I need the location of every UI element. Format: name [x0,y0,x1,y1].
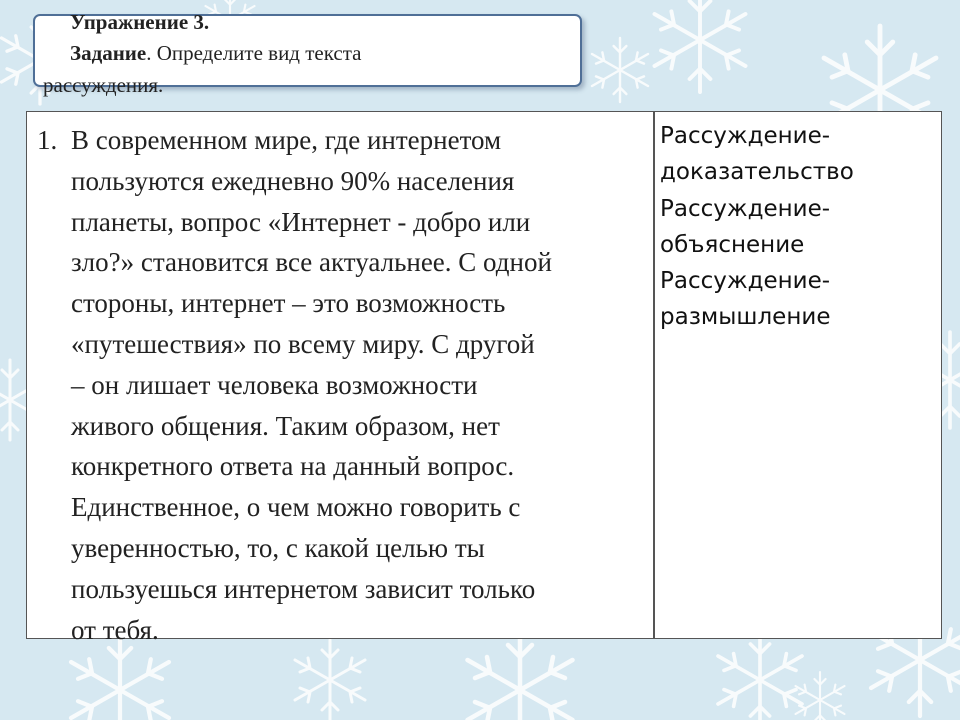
text-table [26,111,942,645]
text-paragraph [71,120,651,650]
text-line: конкретного ответа на данный вопрос. [71,451,515,482]
text-line: уверенностью, то, с какой целью ты [71,532,485,563]
text-line: В современном мире, где интернетом [71,125,502,155]
text-line: Единственное, о чем можно говорить с [71,492,521,523]
text-line: планеты, вопрос «Интернет - добро или [71,206,531,237]
exercise-task-cont: рассуждения. [43,73,164,97]
item-number: 1. [37,125,58,155]
task-text: . Определите вид текста [146,41,362,65]
reasoning-type: Рассуждение- [660,195,831,222]
exercise-title: Упражнение 3. [70,10,210,34]
text-line: стороны, интернет – это возможность [71,288,506,319]
text-line: от тебя. [71,614,159,645]
exercise-task [70,43,362,64]
reasoning-types-list [660,118,940,336]
reasoning-type: Рассуждение- [660,123,831,149]
column-divider [653,112,655,638]
task-label: Задание [70,41,147,65]
text-line: – он лишает человека возможности [71,369,478,400]
reasoning-type: объяснение [660,231,805,258]
text-line: живого общения. Таким образом, нет [71,410,500,441]
text-line: пользуешься интернетом зависит только [71,573,536,604]
text-line: пользуются ежедневно 90% населения [71,165,515,196]
reasoning-type: доказательство [660,159,854,186]
text-line: зло?» становится все актуальнее. С одной [71,247,552,278]
text-line: «путешествия» по всему миру. С другой [71,328,535,359]
reasoning-type: Рассуждение- [660,268,831,295]
reasoning-type: размышление [660,304,831,331]
